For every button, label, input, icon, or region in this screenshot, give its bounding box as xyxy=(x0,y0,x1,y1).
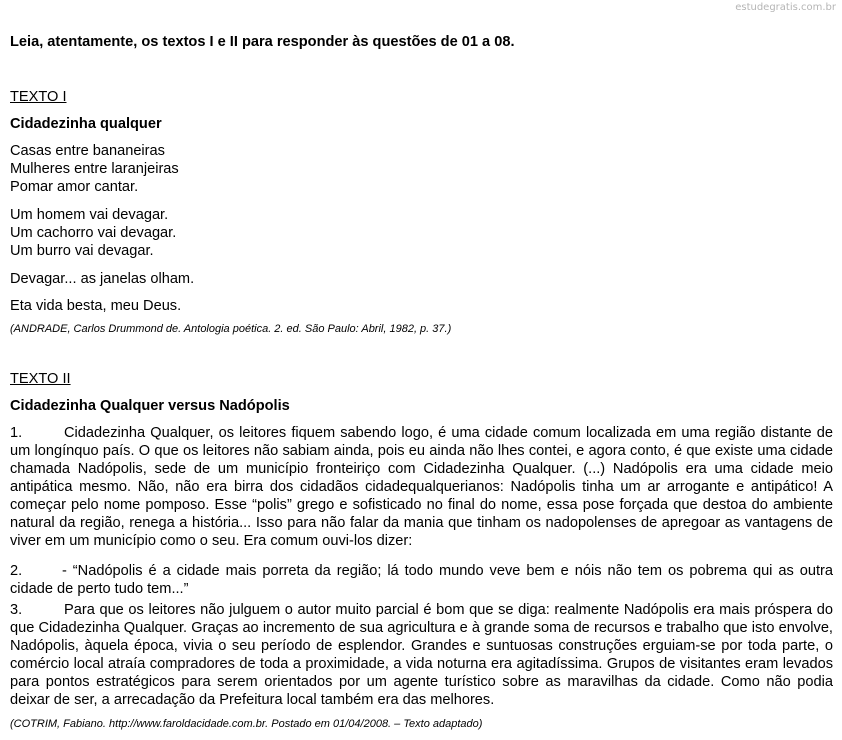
paragraph-number: 2. xyxy=(10,563,23,579)
paragraph-2 xyxy=(10,562,833,598)
poem-line: Um homem vai devagar. xyxy=(10,207,169,223)
paragraph-text: Para que os leitores não julguem o autor muito parcial é bom que se diga: realmente Nadópolis era mais próspera do que Cidadezinha Qualquer. Graças ao incremento de sua agricultura e à grande soma de recursos e trabalho que isto envolve, Nadópolis, àquela época, vivia o seu período de esplendor. Grandes e suntuosas construções erguiam-se por toda parte, o comércio local atraía compradores de toda a proximidade, a vida noturna era agitadíssima. Grupos de visitantes eram levados para pontos estratégicos para serem orientados por um agente turístico sobre as maravilhas da cidade. Como não podia deixar de ser, a arrecadação da Prefeitura local também era das melhores. xyxy=(10,602,833,708)
texto1-citation: (ANDRADE, Carlos Drummond de. Antologia poética. 2. ed. São Paulo: Abril, 1982, p. 37.) xyxy=(10,323,452,335)
poem-line: Um cachorro vai devagar. xyxy=(10,225,177,241)
poem-line: Casas entre bananeiras xyxy=(10,143,165,159)
paragraph-number: 1. xyxy=(10,425,23,441)
poem-stanza-1 xyxy=(10,142,179,196)
poem-line: Pomar amor cantar. xyxy=(10,179,139,195)
paragraph-text: - “Nadópolis é a cidade mais porreta da região; lá todo mundo veve bem e nóis não tem os pobrema qui as outra cidade de perto tudo tem...” xyxy=(10,563,833,597)
paragraph-number: 3. xyxy=(10,602,23,618)
instruction: Leia, atentamente, os textos I e II para responder às questões de 01 a 08. xyxy=(10,34,515,50)
poem-line: Eta vida besta, meu Deus. xyxy=(10,298,182,314)
texto2-title: Cidadezinha Qualquer versus Nadópolis xyxy=(10,398,290,414)
paragraph-3 xyxy=(10,601,833,709)
poem-line: Devagar... as janelas olham. xyxy=(10,271,195,287)
poem-line: Um burro vai devagar. xyxy=(10,243,154,259)
texto1-label: TEXTO I xyxy=(10,89,67,105)
paragraph-text: Cidadezinha Qualquer, os leitores fiquem sabendo logo, é uma cidade comum localizada em uma região distante de um longínquo país. O que os leitores não sabiam ainda, pois eu ainda não lhes contei, e agora conto, é que existe uma cidade chamada Nadópolis, sede de um município fronteiriço com Cidadezinha Qualquer. (...) Nadópolis era uma cidade meio antipática mesmo. Não, não era birra dos cidadãos cidadequalquerianos: Nadópolis tinha um ar arrogante e antipático! A começar pelo nome pomposo. Esse “polis” grego e sofisticado no final do nome, essa pose forçada que destoa do ambiente natural da região, renega a história... Isso para não falar da mania que tinham os nadopolenses de apregoar as vantagens de viver em um município como o seu. Era comum ouvi-los dizer: xyxy=(10,425,833,549)
poem-stanza-4 xyxy=(10,297,181,315)
texto2-citation: (COTRIM, Fabiano. http://www.faroldacidade.com.br. Postado em 01/04/2008. – Texto adaptado) xyxy=(10,718,483,730)
watermark: estudegratis.com.br xyxy=(735,2,836,13)
poem-stanza-3 xyxy=(10,270,194,288)
poem-stanza-2 xyxy=(10,206,176,260)
texto2-label: TEXTO II xyxy=(10,371,71,387)
paragraph-1 xyxy=(10,424,833,550)
texto1-title: Cidadezinha qualquer xyxy=(10,116,162,132)
poem-line: Mulheres entre laranjeiras xyxy=(10,161,179,177)
